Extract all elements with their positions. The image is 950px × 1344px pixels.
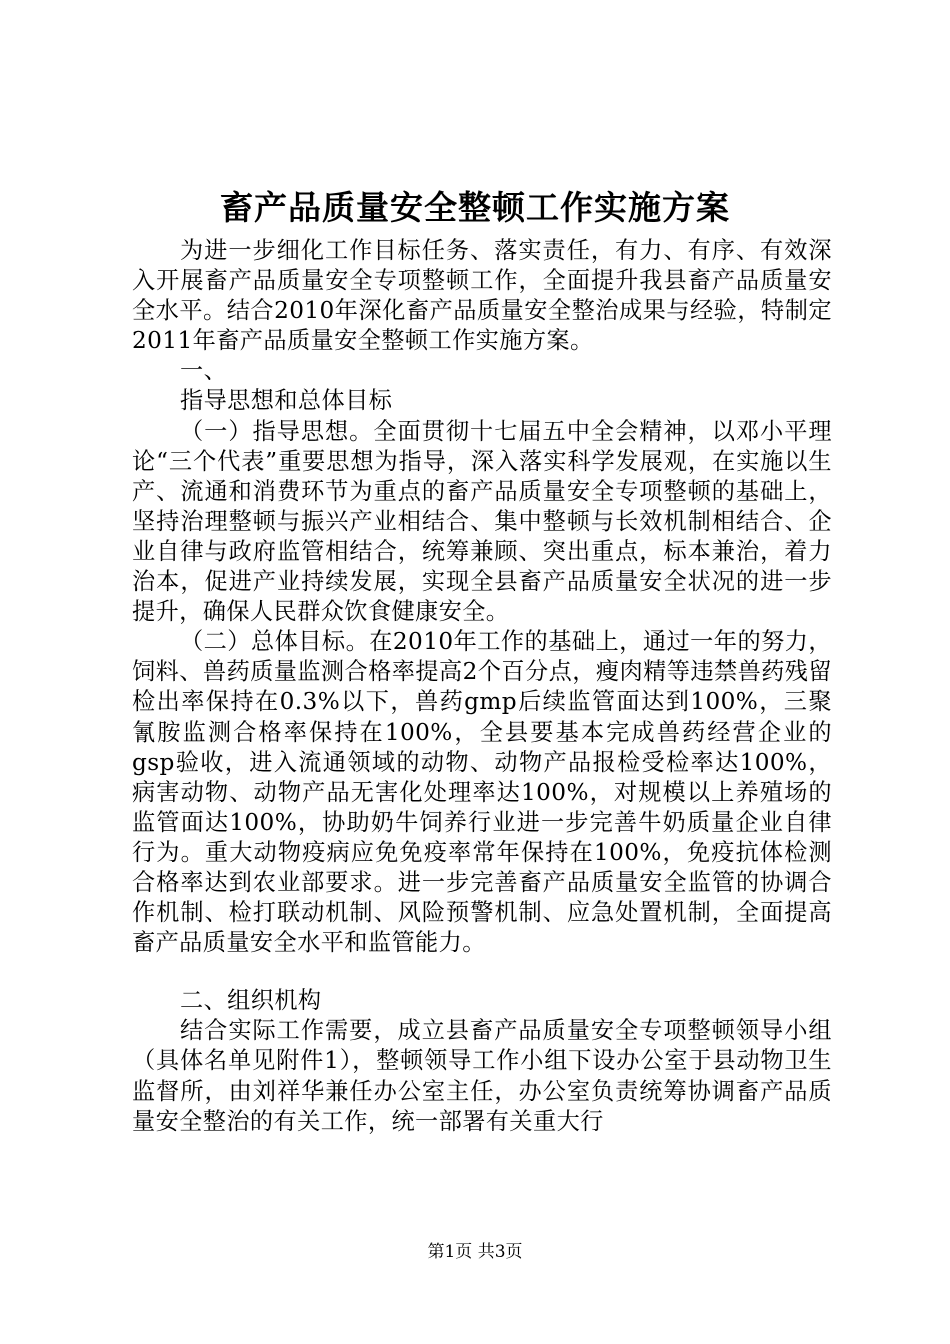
section-two-heading: 二、组织机构 [180,987,322,1015]
document-title: 畜产品质量安全整顿工作实施方案 [220,188,730,227]
page-footer: 第1页 共3页 [427,1242,523,1262]
document-body [132,236,832,1137]
section-spacer [132,958,832,986]
intro-paragraph: 为进一步细化工作目标任务、落实责任，有力、有序、有效深入开展畜产品质量安全专项整顿工作，全面提升我县畜产品质量安全水平。结合2010年深化畜产品质量安全整治成果与经验，特制定2011年畜产品质量安全整顿工作实施方案。 [132,237,832,355]
overall-goal-paragraph: （二）总体目标。在2010年工作的基础上，通过一年的努力，饲料、兽药质量监测合格率提高2个百分点，瘦肉精等违禁兽药残留检出率保持在0.3%以下，兽药gmp后续监管面达到100%，三聚氰胺监测合格率保持在100%，全县要基本完成兽药经营企业的gsp验收，进入流通领域的动物、动物产品报检受检率达100%，病害动物、动物产品无害化处理率达100%，对规模以上养殖场的监管面达100%，协助奶牛饲养行业进一步完善牛奶质量企业自律行为。重大动物疫病应免免疫率常年保持在100%，免疫抗体检测合格率达到农业部要求。进一步完善畜产品质量安全监管的协调合作机制、检打联动机制、风险预警机制、应急处置机制，全面提高畜产品质量安全水平和监管能力。 [132,628,832,957]
section-one-heading: 指导思想和总体目标 [180,387,393,415]
section-one-number: 一、 [180,357,228,385]
guiding-thought-paragraph: （一）指导思想。全面贯彻十七届五中全会精神，以邓小平理论“三个代表”重要思想为指导，深入落实科学发展观，在实施以生产、流通和消费环节为重点的畜产品质量安全专项整顿的基础上，坚持治理整顿与振兴产业相结合、集中整顿与长效机制相结合、企业自律与政府监管相结合，统筹兼顾、突出重点，标本兼治，着力治本，促进产业持续发展，实现全县畜产品质量安全状况的进一步提升，确保人民群众饮食健康安全。 [132,417,832,626]
organization-paragraph: 结合实际工作需要，成立县畜产品质量安全专项整顿领导小组（具体名单见附件1），整顿领导工作小组下设办公室于县动物卫生监督所，由刘祥华兼任办公室主任，办公室负责统筹协调畜产品质量安全整治的有关工作，统一部署有关重大行 [132,1017,832,1135]
